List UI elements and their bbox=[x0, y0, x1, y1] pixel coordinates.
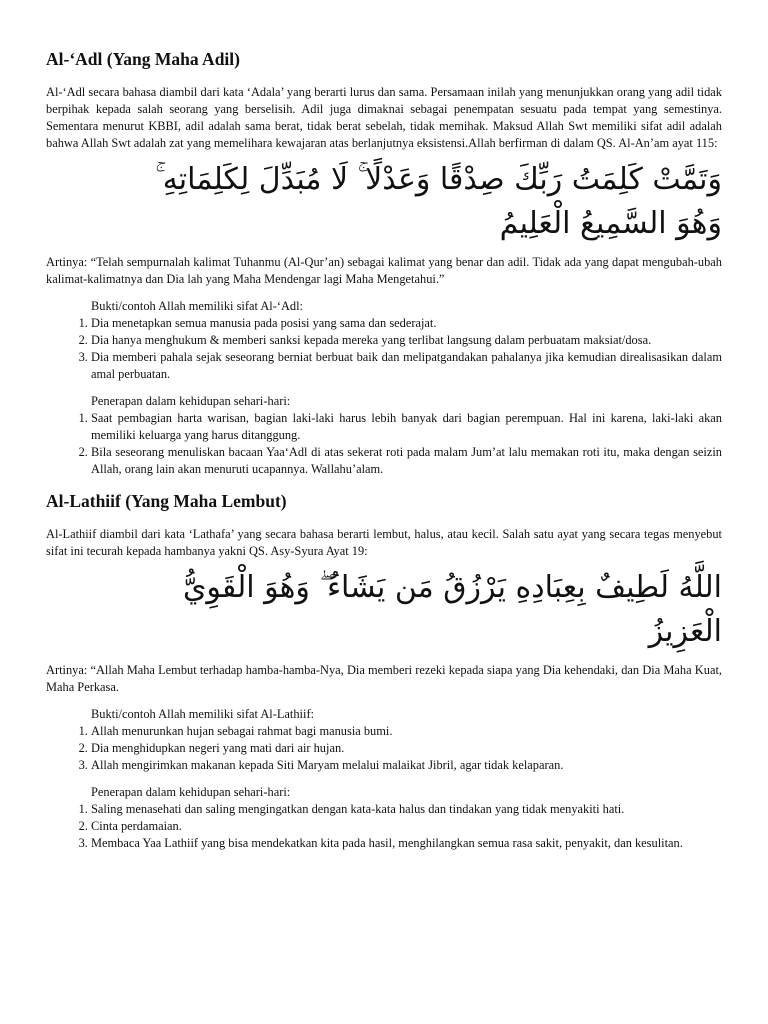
list-item: 2. Bila seseorang menuliskan bacaan Yaa‘Adl di atas sekerat roti pada malam Jum’at lalu memakan roti itu, maka dengan seizin Allah, orang lain akan menuruti ucapannya. Wallahu’alam. bbox=[91, 444, 722, 478]
al-lathiif-application-title: Penerapan dalam kehidupan sehari-hari: bbox=[91, 785, 291, 799]
list-item: 2. Dia menghidupkan negeri yang mati dari air hujan. bbox=[91, 740, 722, 757]
al-lathiif-examples-title: Bukti/contoh Allah memiliki sifat Al-Lathiif: bbox=[91, 707, 315, 721]
list-item: 3. Dia memberi pahala sejak seseorang berniat berbuat baik dan melipatgandakan pahalanya jika kemudian direalisasikan dalam amal perbuatan. bbox=[91, 349, 722, 383]
list-item: 1. Saling menasehati dan saling mengingatkan dengan kata-kata halus dan tindakan yang tidak menyakiti hati. bbox=[91, 801, 722, 818]
list-item: 1. Saat pembagian harta warisan, bagian laki-laki harus lebih banyak dari bagian perempuan. Hal ini karena, laki-laki akan memiliki keluarga yang harus ditanggung. bbox=[91, 410, 722, 444]
al-adl-arabic-line-1: وَتَمَّتْ كَلِمَتُ رَبِّكَ صِدْقًا وَعَدْلًا ۚ لَا مُبَدِّلَ لِكَلِمَاتِهِ ۚ bbox=[155, 162, 722, 197]
list-item: 1. Allah menurunkan hujan sebagai rahmat bagi manusia bumi. bbox=[91, 723, 722, 740]
al-lathiif-translation: Artinya: “Allah Maha Lembut terhadap hamba-hamba-Nya, Dia memberi rezeki kepada siapa yang Dia kehendaki, dan Dia Maha Kuat, Maha Perkasa. bbox=[46, 663, 722, 694]
document-page bbox=[46, 48, 722, 852]
al-adl-translation: Artinya: “Telah sempurnalah kalimat Tuhanmu (Al-Qur’an) sebagai kalimat yang benar dan adil. Tidak ada yang dapat mengubah-ubah kalimat-kalimatnya dan Dia lah yang Maha Mendengar lagi Maha Mengetahui.” bbox=[46, 255, 722, 286]
al-adl-application-title: Penerapan dalam kehidupan sehari-hari: bbox=[91, 394, 291, 408]
list-item: 2. Dia hanya menghukum & memberi sanksi kepada mereka yang terlibat langsung dalam perbuatam maksiat/dosa. bbox=[91, 332, 722, 349]
section-title-al-lathiif: Al-Lathiif (Yang Maha Lembut) bbox=[46, 491, 287, 511]
al-lathiif-paragraph: Al-Lathiif diambil dari kata ‘Lathafa’ yang secara bahasa berarti lembut, halus, atau kecil. Salah satu ayat yang secara tegas menyebut sifat ini tecurah kepada hambanya yakni QS. Asy-Syura Ayat 19: bbox=[46, 527, 722, 558]
list-item: 2. Cinta perdamaian. bbox=[91, 818, 722, 835]
al-lathiif-examples-list bbox=[46, 723, 722, 774]
al-adl-examples-list bbox=[46, 315, 722, 383]
al-lathiif-arabic-line-2: الْعَزِيزُ bbox=[648, 614, 722, 649]
al-adl-application-list bbox=[46, 410, 722, 478]
list-item: 1. Dia menetapkan semua manusia pada posisi yang sama dan sederajat. bbox=[91, 315, 722, 332]
al-lathiif-application-list bbox=[46, 801, 722, 852]
list-item: 3. Membaca Yaa Lathiif yang bisa mendekatkan kita pada hasil, menghilangkan semua rasa sakit, penyakit, dan kesulitan. bbox=[91, 835, 722, 852]
al-adl-paragraph: Al-‘Adl secara bahasa diambil dari kata ‘Adala’ yang berarti lurus dan sama. Persamaan inilah yang menunjukkan orang yang adil tidak berpihak kepada salah seorang yang berselisih. Adil juga dimaknai sebagai penempatan sesuatu pada tempat yang semestinya. Sementara menurut KBBI, adil adalah sama berat, tidak berat sebelah, tidak memihak. Maksud Allah Swt memiliki sifat adil adalah bahwa Allah Swt adalah zat yang memelihara kewajaran atas berlanjutnya eksistensi.Allah berfirman di dalam QS. Al-An’am ayat 115: bbox=[46, 85, 722, 150]
al-adl-examples-title: Bukti/contoh Allah memiliki sifat Al-‘Adl: bbox=[91, 299, 304, 313]
section-title-al-adl: Al-‘Adl (Yang Maha Adil) bbox=[46, 49, 240, 69]
al-adl-arabic-line-2: وَهُوَ السَّمِيعُ الْعَلِيمُ bbox=[499, 206, 722, 241]
al-lathiif-arabic-line-1: اللَّهُ لَطِيفٌ بِعِبَادِهِ يَرْزُقُ مَن يَشَاءُ ۖ وَهُوَ الْقَوِيُّ bbox=[182, 570, 722, 605]
list-item: 3. Allah mengirimkan makanan kepada Siti Maryam melalui malaikat Jibril, agar tidak kelaparan. bbox=[91, 757, 722, 774]
